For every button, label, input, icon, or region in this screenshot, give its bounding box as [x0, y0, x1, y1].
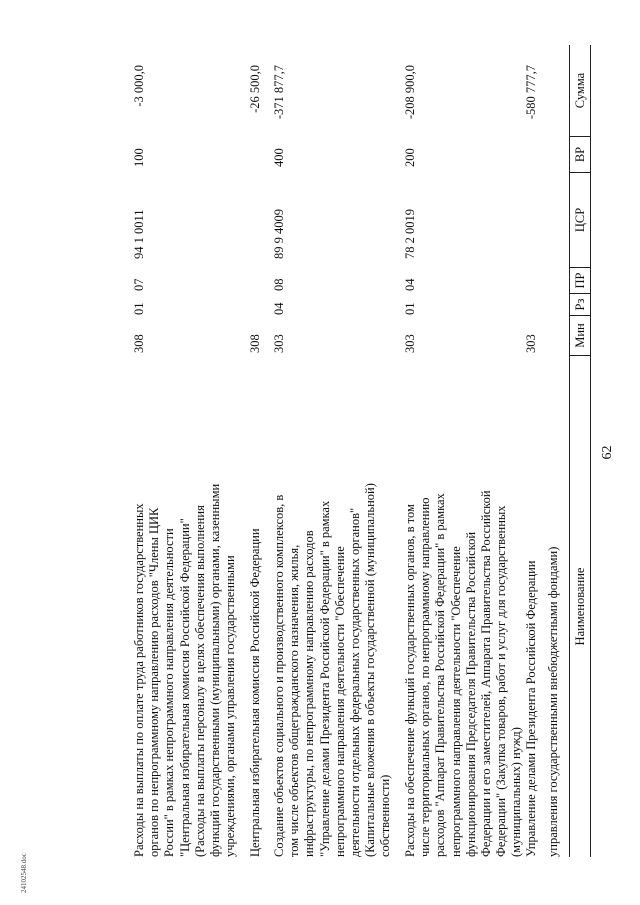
row-csr: 78 2 0019	[403, 209, 417, 259]
row-name-line: Создание объектов социального и производственного комплексов, в	[272, 494, 286, 857]
row-min: 308	[132, 334, 146, 353]
header-name: Наименование	[573, 567, 587, 646]
row-name-line: Федерации" (Закупка товаров, работ и услуг для государственных	[494, 505, 509, 857]
header-rz: Рз	[570, 294, 590, 316]
row-name-line: числе территориальных органов, по непрограммному направлению	[418, 497, 433, 857]
document-code: 24102548.doc	[20, 853, 28, 893]
row-csr: 94 1 0011	[132, 209, 146, 259]
row-min: 303	[403, 334, 417, 353]
row-min: 303	[272, 334, 286, 353]
row-name-line: инфраструктуры, по непрограммному направлению расходов	[302, 530, 317, 857]
row-pr: 04	[403, 278, 417, 291]
row-name	[132, 374, 238, 857]
row-name-line: учреждениями, органами управления государственными	[223, 555, 238, 857]
row-name-line: Расходы на обеспечение функций государственных органов, в том	[403, 504, 417, 857]
row-name	[524, 374, 539, 857]
row-name-line: расходов "Аппарат Правительства Российской Федерации" в рамках	[433, 493, 448, 857]
header-csr: ЦСР	[570, 173, 590, 268]
row-sum: -580 777,7	[524, 65, 538, 120]
budget-table	[72, 45, 592, 857]
header-pr: ПР	[570, 268, 590, 294]
header-min: Мин	[570, 316, 590, 356]
row-sum: -208 900,0	[403, 65, 417, 120]
row-name-line: (Расходы на выплаты персоналу в целях обеспечения выполнения	[192, 505, 207, 857]
row-name-line: Управление делами Президента Российской Федерации	[524, 560, 538, 857]
row-name-line: непрограммного направления деятельности "Обеспечение	[448, 546, 463, 857]
row-name-line: функций государственными (муниципальными) органами, казенными	[208, 483, 223, 857]
row-name-line: (муниципальных) нужд)	[509, 727, 524, 857]
header-sum: Сумма	[570, 45, 590, 137]
row-sum: -26 500,0	[248, 65, 262, 113]
row-vr: 200	[403, 148, 417, 167]
row-name-line: непрограммного направления деятельности "Обеспечение	[332, 546, 347, 857]
row-name-line: том числе объектов общегражданского назначения, жилья,	[287, 544, 302, 857]
row-vr: 400	[272, 148, 286, 167]
row-rz: 01	[403, 302, 417, 315]
row-sum: -371 877,7	[272, 65, 286, 120]
row-name-line: собственности)	[378, 774, 393, 857]
row-name	[248, 374, 263, 857]
row-pr: 08	[272, 278, 286, 291]
row-name-line: Центральная избирательная комиссия Российской Федерации	[248, 528, 262, 857]
row-name-line: "Управление делами Президента Российской Федерации" в рамках	[317, 500, 332, 857]
row-name-line: "Центральная избирательная комиссия Российской Федерации"	[177, 518, 192, 857]
row-name-line: Федерации и его заместителей, Аппарата Правительства Российской	[479, 490, 494, 857]
row-min: 308	[248, 334, 262, 353]
row-name	[272, 374, 394, 857]
row-pr: 07	[132, 278, 146, 291]
page-number: 62	[600, 445, 615, 460]
row-name-line: России" в рамках непрограммного направления деятельности	[162, 528, 177, 857]
row-rz: 01	[132, 302, 146, 315]
row-name-line: деятельности отдельных федеральных государственных органов"	[348, 507, 363, 857]
row-csr: 89 9 4009	[272, 209, 286, 259]
header-vr: ВР	[570, 137, 590, 173]
row-name-line: функционирования Председателя Правительства Российской	[463, 531, 478, 857]
row-name-line: органов по непрограммному направлению расходов "Члены ЦИК	[147, 507, 162, 857]
row-min: 303	[524, 334, 538, 353]
row-vr: 100	[132, 148, 146, 167]
row-name-line: Расходы на выплаты по оплате труда работников государственных	[132, 503, 146, 857]
row-name-line: управления государственными внебюджетными фондами)	[546, 546, 560, 857]
row-rz: 04	[272, 302, 286, 315]
row-name	[546, 374, 561, 857]
row-name	[403, 374, 525, 857]
row-name-line: (Капитальные вложения в объекты государственной (муниципальной)	[363, 483, 378, 857]
row-sum: -3 000,0	[132, 65, 146, 107]
table-header	[569, 45, 591, 857]
